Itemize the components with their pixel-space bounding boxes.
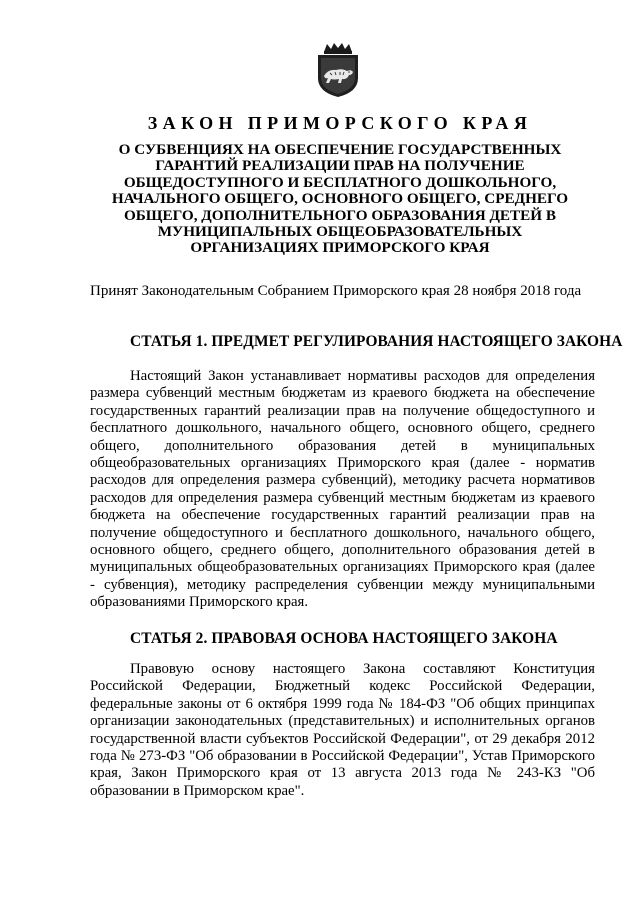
article-1-heading: СТАТЬЯ 1. ПРЕДМЕТ РЕГУЛИРОВАНИЯ НАСТОЯЩЕГО ЗАКОНА bbox=[130, 333, 623, 350]
article-1-text: Настоящий Закон устанавливает нормативы расходов для определения размера субвенций местным бюджетам из краевого бюджета на обеспечение государственных гарантий реализации прав на получение общедоступного и бесплатного дошкольного, начального общего, основного общего, среднего общего, дополнительного образования детей в муниципальных общеобразовательных организациях Приморского края (далее - норматив расходов для определения размера субвенций), методику расчета нормативов расходов для определения размера субвенций местным бюджетам из краевого бюджета на обеспечение государственных гарантий реализации прав на получение общедоступного и бесплатного дошкольного, начального общего, основного общего, среднего общего, дополнительного образования детей в муниципальных общеобразовательных организациях Приморского края (далее - субвенция), методику распределения субвенции между муниципальными образованиями Приморского края. bbox=[90, 368, 595, 611]
article-2-heading: СТАТЬЯ 2. ПРАВОВАЯ ОСНОВА НАСТОЯЩЕГО ЗАКОНА bbox=[130, 630, 558, 647]
article-2-text: Правовую основу настоящего Закона составляют Конституция Российской Федерации, Бюджетный кодекс Российской Федерации, федеральные законы от 6 октября 1999 года № 184-ФЗ "Об общих принципах организации законодательных (представительных) и исполнительных органов государственной власти субъектов Российской Федерации", от 29 декабря 2012 года № 273-ФЗ "Об образовании в Российской Федерации", Устав Приморского края, Закон Приморского края от 13 августа 2013 года № 243-КЗ "Об образовании в Приморском крае". bbox=[90, 661, 595, 799]
law-title: ЗАКОН ПРИМОРСКОГО КРАЯ bbox=[147, 113, 533, 133]
adoption-note: Принят Законодательным Собранием Приморского края 28 ноября 2018 года bbox=[90, 283, 582, 299]
law-subject-title: О СУБВЕНЦИЯХ НА ОБЕСПЕЧЕНИЕ ГОСУДАРСТВЕННЫХ ГАРАНТИЙ РЕАЛИЗАЦИИ ПРАВ НА ПОЛУЧЕНИЕ ОБЩЕДОСТУПНОГО И БЕСПЛАТНОГО ДОШКОЛЬНОГО, НАЧАЛЬНОГО ОБЩЕГО, ОСНОВНОГО ОБЩЕГО, СРЕДНЕГО ОБЩЕГО, ДОПОЛНИТЕЛЬНОГО ОБРАЗОВАНИЯ ДЕТЕЙ В МУНИЦИПАЛЬНЫХ ОБЩЕОБРАЗОВАТЕЛЬНЫХ ОРГАНИЗАЦИЯХ ПРИМОРСКОГО КРАЯ bbox=[111, 141, 569, 257]
primorsky-krai-coat-of-arms-icon bbox=[314, 42, 362, 98]
